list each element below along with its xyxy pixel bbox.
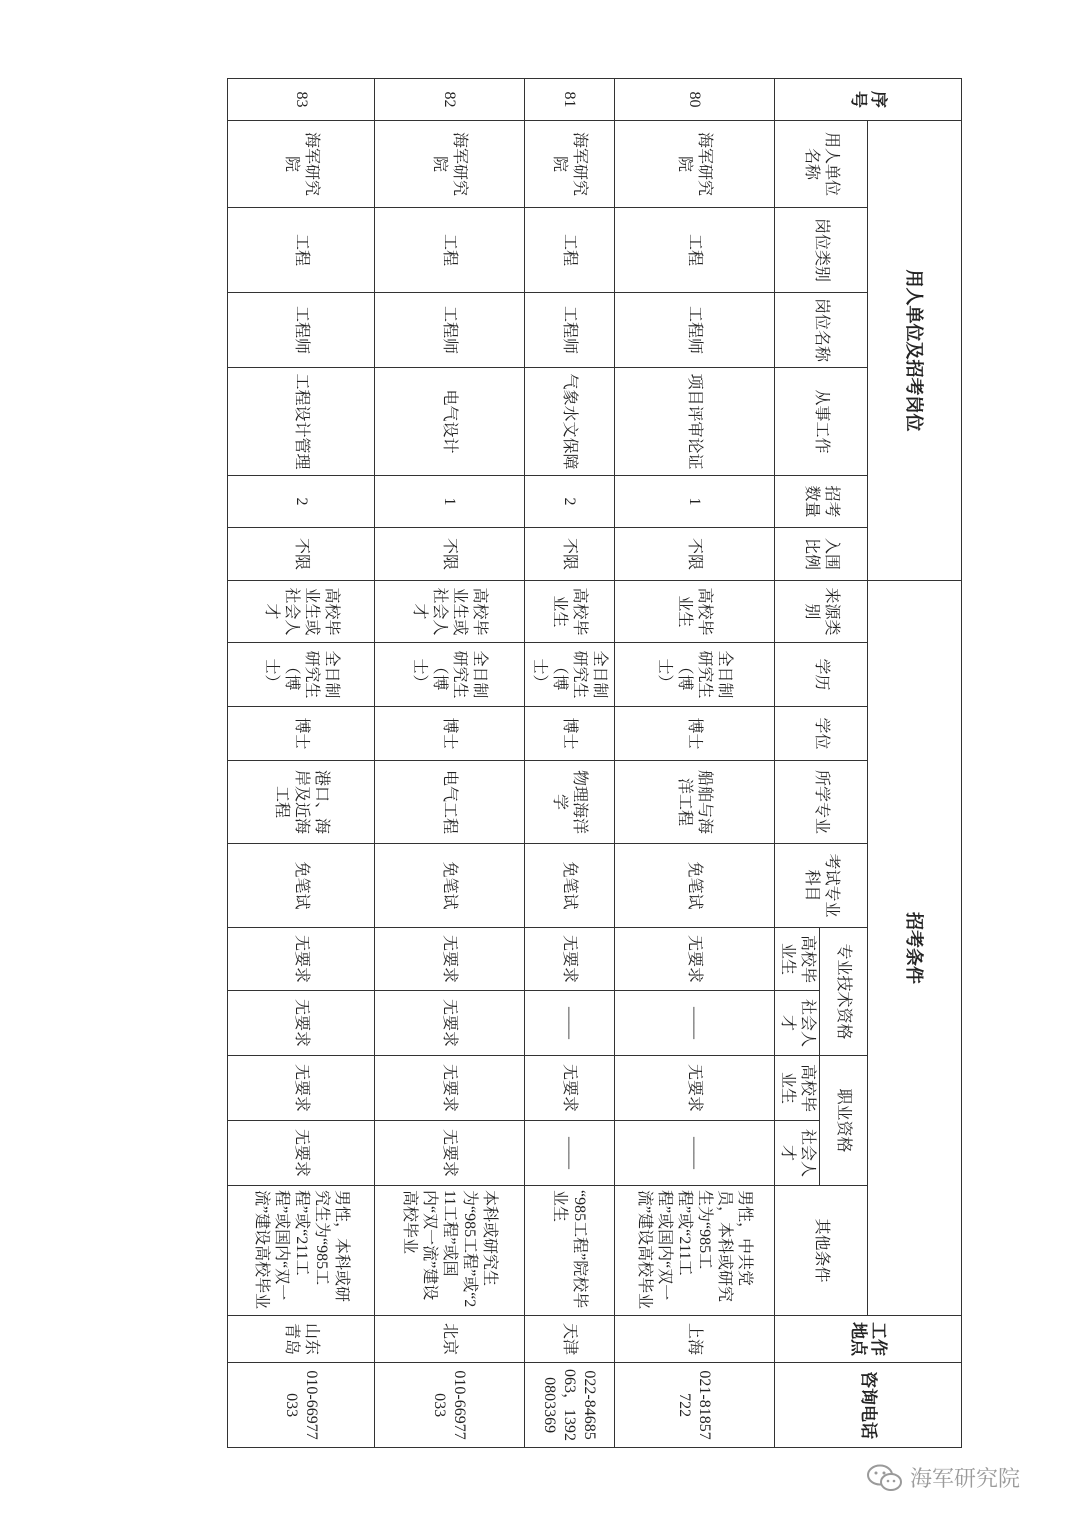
cell-index: 82 [375, 79, 525, 121]
cell-source: 高校毕业生 [525, 581, 615, 643]
cell-exam: 免笔试 [525, 844, 615, 928]
cell-phone: 022-84685063，13920803369 [525, 1363, 615, 1448]
header-post-name: 岗位名称 [775, 293, 868, 368]
cell-location: 天津 [525, 1316, 615, 1363]
cell-unit: 海军研究院 [228, 121, 375, 208]
cell-education: 全日制研究生（博士） [525, 643, 615, 707]
header-work-location: 工作地点 [775, 1316, 962, 1363]
cell-tech-social: 无要求 [375, 991, 525, 1056]
cell-location: 北京 [375, 1316, 525, 1363]
cell-prof-grad: 无要求 [375, 1056, 525, 1121]
cell-unit: 海军研究院 [525, 121, 615, 208]
cell-index: 83 [228, 79, 375, 121]
cell-post-type: 工程 [525, 208, 615, 293]
table-row [375, 79, 525, 1448]
cell-prof-social: 无要求 [228, 1121, 375, 1186]
header-exam: 考试专业科目 [775, 844, 868, 928]
header-degree: 学位 [775, 707, 868, 761]
watermark-text: 海军研究院 [910, 1467, 1021, 1492]
cell-unit: 海军研究院 [375, 121, 525, 208]
table-row [228, 79, 375, 1448]
header-quota: 招考数量 [775, 476, 868, 528]
cell-degree: 博士 [375, 707, 525, 761]
header-unit-name: 用人单位名称 [775, 121, 868, 208]
cell-tech-social: 无要求 [228, 991, 375, 1056]
cell-other: 本科或研究生为“985工程”或“211工程”或国内“双一流”建设高校毕业 [375, 1186, 525, 1316]
cell-education: 全日制研究生（博士） [228, 643, 375, 707]
cell-post-name: 工程师 [525, 293, 615, 368]
cell-prof-social: —— [525, 1121, 615, 1186]
header-source: 来源类别 [775, 581, 868, 643]
cell-other: 男性，中共党员，本科或研究生为“985工程”或“211工程”或国内“双一流”建设高校毕业 [615, 1186, 775, 1316]
header-ratio: 入围比例 [775, 528, 868, 581]
cell-ratio: 不限 [615, 528, 775, 581]
cell-post-name: 工程师 [228, 293, 375, 368]
header-group-unit: 用人单位及招考岗位 [868, 121, 962, 581]
cell-ratio: 不限 [228, 528, 375, 581]
header-tech-graduates: 高校毕业生 [775, 928, 820, 991]
cell-quota: 1 [615, 476, 775, 528]
cell-prof-social: 无要求 [375, 1121, 525, 1186]
header-tech-social: 社会人才 [775, 991, 820, 1056]
cell-phone: 010-66977033 [375, 1363, 525, 1448]
header-group-conditions: 招考条件 [868, 581, 962, 1316]
cell-source: 高校毕业生或社会人才 [375, 581, 525, 643]
cell-quota: 2 [525, 476, 615, 528]
header-index: 序号 [775, 79, 962, 121]
cell-location: 山东青岛 [228, 1316, 375, 1363]
cell-other: 男性，本科或研究生为“985工程”或“211工程”或国内“双一流”建设高校毕业 [228, 1186, 375, 1316]
cell-prof-grad: 无要求 [228, 1056, 375, 1121]
cell-index: 81 [525, 79, 615, 121]
cell-tech-social: —— [525, 991, 615, 1056]
header-other: 其他条件 [775, 1186, 868, 1316]
cell-source: 高校毕业生或社会人才 [228, 581, 375, 643]
cell-exam: 免笔试 [615, 844, 775, 928]
cell-ratio: 不限 [525, 528, 615, 581]
cell-degree: 博士 [615, 707, 775, 761]
cell-work: 气象水文保障 [525, 368, 615, 476]
cell-source: 高校毕业生 [615, 581, 775, 643]
cell-tech-grad: 无要求 [615, 928, 775, 991]
header-education: 学历 [775, 643, 868, 707]
cell-work: 工程设计管理 [228, 368, 375, 476]
cell-prof-social: —— [615, 1121, 775, 1186]
cell-phone: 010-66977033 [228, 1363, 375, 1448]
cell-work: 电气设计 [375, 368, 525, 476]
cell-prof-grad: 无要求 [525, 1056, 615, 1121]
cell-post-type: 工程 [375, 208, 525, 293]
cell-location: 上海 [615, 1316, 775, 1363]
cell-major: 电气工程 [375, 761, 525, 844]
recruitment-table [227, 78, 962, 1448]
cell-quota: 1 [375, 476, 525, 528]
cell-tech-grad: 无要求 [525, 928, 615, 991]
cell-degree: 博士 [228, 707, 375, 761]
cell-post-name: 工程师 [375, 293, 525, 368]
table-row [525, 79, 615, 1448]
cell-post-name: 工程师 [615, 293, 775, 368]
cell-major: 船舶与海洋工程 [615, 761, 775, 844]
cell-work: 项目评审论证 [615, 368, 775, 476]
cell-prof-grad: 无要求 [615, 1056, 775, 1121]
rotated-table-wrapper [228, 78, 962, 1447]
cell-exam: 免笔试 [375, 844, 525, 928]
cell-post-type: 工程 [615, 208, 775, 293]
header-work: 从事工作 [775, 368, 868, 476]
header-prof-qual: 职业资格 [820, 1056, 868, 1186]
cell-education: 全日制研究生（博士） [615, 643, 775, 707]
cell-other: “985工程”院校毕业生 [525, 1186, 615, 1316]
watermark [866, 1462, 1020, 1493]
cell-ratio: 不限 [375, 528, 525, 581]
header-post-type: 岗位类别 [775, 208, 868, 293]
header-major: 所学专业 [775, 761, 868, 844]
cell-index: 80 [615, 79, 775, 121]
cell-major: 物理海洋学 [525, 761, 615, 844]
header-prof-graduates: 高校毕业生 [775, 1056, 820, 1121]
cell-education: 全日制研究生（博士） [375, 643, 525, 707]
cell-exam: 免笔试 [228, 844, 375, 928]
cell-post-type: 工程 [228, 208, 375, 293]
cell-unit: 海军研究院 [615, 121, 775, 208]
table-row [615, 79, 775, 1448]
header-tech-qual: 专业技术资格 [820, 928, 868, 1056]
cell-tech-social: —— [615, 991, 775, 1056]
cell-phone: 021-81857722 [615, 1363, 775, 1448]
cell-quota: 2 [228, 476, 375, 528]
cell-major: 港口、海岸及近海工程 [228, 761, 375, 844]
wechat-icon [866, 1463, 904, 1493]
header-phone: 咨询电话 [775, 1363, 962, 1448]
cell-degree: 博士 [525, 707, 615, 761]
cell-tech-grad: 无要求 [375, 928, 525, 991]
cell-tech-grad: 无要求 [228, 928, 375, 991]
header-prof-social: 社会人才 [775, 1121, 820, 1186]
